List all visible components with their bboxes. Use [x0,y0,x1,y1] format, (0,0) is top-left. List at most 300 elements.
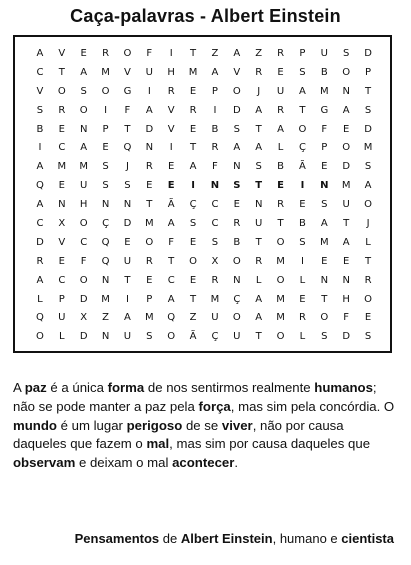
grid-letter: Q [101,236,110,248]
grid-letter: U [145,66,153,78]
grid-letter: M [363,142,373,154]
keyword: viver [221,417,253,433]
grid-letter: L [365,236,371,248]
grid-letter: E [189,85,197,97]
grid-letter: O [320,312,329,324]
grid-letter: R [211,142,219,154]
grid-letter: S [102,180,109,192]
keyword: mal [146,436,170,452]
grid-letter: R [255,66,263,78]
grid-letter: Ç [233,293,241,305]
grid-letter: S [364,104,372,116]
grid-letter: S [364,161,372,173]
grid-letter: D [123,218,132,230]
grid-letter: E [80,48,87,59]
grid-letter: E [321,161,328,173]
grid-letter: S [36,104,44,116]
keyword: paz [24,380,47,395]
text-segment: . [234,455,239,471]
grid-letter: Ç [298,142,306,154]
grid-letter: S [189,218,197,230]
grid-letter: S [343,48,350,59]
grid-letter: I [169,142,173,154]
grid-letter: T [255,180,263,192]
grid-letter: J [257,85,261,97]
grid-letter: R [145,161,153,173]
grid-letter: B [36,123,44,135]
grid-letter: E [299,293,306,305]
grid-letter: F [80,255,87,267]
grid-letter: Q [101,255,110,267]
grid-letter: O [145,236,154,248]
grid-letter: N [145,142,154,154]
grid-letter: A [189,161,197,173]
grid-letter: M [319,85,329,97]
grid-letter: S [255,161,262,173]
grid-row [29,272,379,291]
grid-letter: E [102,142,109,154]
grid-letter: M [79,161,88,173]
grid-letter: O [79,104,88,116]
grid-letter: U [58,312,66,324]
grid-letter: Q [36,180,44,192]
grid-letter: O [123,48,132,59]
grid-row [29,64,379,83]
grid-letter: A [233,142,241,154]
grid-letter: N [101,274,110,286]
grid-letter: S [102,161,109,173]
keyword: Albert Einstein [180,531,273,546]
grid-letter: N [320,274,329,286]
grid-letter: E [167,180,175,192]
keyword: acontecer [172,455,235,471]
grid-letter: S [299,66,306,78]
grid-letter: M [276,312,285,324]
grid-letter: E [168,161,175,173]
grid-row [29,291,379,310]
grid-letter: B [320,66,328,78]
grid-letter: U [342,199,350,211]
grid-letter: A [167,218,175,230]
grid-letter: L [299,274,306,286]
grid-row [29,309,379,328]
grid-letter: I [300,180,305,192]
grid-letter: C [58,274,66,286]
grid-letter: M [210,293,220,305]
grid-letter: T [277,218,284,230]
grid-letter: N [79,123,88,135]
grid-letter: A [299,85,306,97]
grid-letter: X [80,312,88,324]
grid-letter: R [298,312,306,324]
grid-letter: R [36,255,44,267]
grid-letter: Ã [299,161,306,173]
text-segment: , não por causa daqueles que fazem o [13,417,344,452]
grid-letter: O [342,66,351,78]
grid-letter: R [255,255,263,267]
letter-grid [29,45,379,347]
grid-letter: A [342,104,350,116]
grid-letter: P [299,48,306,59]
grid-letter: M [319,236,329,248]
grid-letter: D [342,331,351,343]
grid-letter: S [124,180,131,192]
quote-attribution [75,531,394,546]
grid-letter: O [167,331,176,343]
keyword: perigoso [126,417,183,433]
grid-letter: N [254,199,263,211]
grid-row [29,158,379,177]
grid-row [29,234,379,253]
grid-letter: S [233,180,241,192]
grid-letter: T [365,85,372,97]
grid-letter: S [321,331,328,343]
grid-letter: T [146,199,153,211]
grid-letter: D [36,236,44,248]
grid-letter: T [255,236,262,248]
grid-letter: N [101,199,110,211]
grid-letter: N [342,274,350,286]
grid-letter: B [277,161,284,173]
text-segment: , mas sim pela concórdia. O [230,398,395,414]
grid-letter: V [167,123,175,135]
grid-letter: N [58,199,66,211]
grid-letter: A [320,218,328,230]
grid-letter: E [146,180,153,192]
grid-letter: S [321,199,328,211]
grid-letter: R [277,48,285,59]
grid-letter: I [38,142,42,154]
grid-letter: Z [189,312,197,324]
grid-letter: V [124,66,131,78]
grid-letter: Z [211,48,219,59]
grid-letter: A [36,48,44,59]
grid-letter: E [233,199,240,211]
grid-letter: E [189,123,197,135]
grid-letter: Q [167,312,176,324]
grid-letter: V [36,85,44,97]
grid-letter: S [211,236,219,248]
keyword: cientista [341,531,394,546]
grid-letter: E [321,255,328,267]
grid-row [29,102,379,121]
grid-row [29,45,379,64]
grid-letter: A [277,123,284,135]
grid-letter: A [36,274,44,286]
grid-letter: T [190,142,197,154]
grid-letter: R [211,274,219,286]
grid-letter: M [101,293,110,305]
grid-letter: C [80,236,88,248]
grid-letter: O [276,331,285,343]
grid-letter: A [255,293,263,305]
grid-letter: A [145,104,153,116]
grid-letter: G [320,104,329,116]
grid-letter: C [36,66,44,78]
grid-letter: I [125,293,129,305]
grid-letter: A [167,293,175,305]
grid-letter: A [255,142,263,154]
grid-letter: U [80,180,88,192]
grid-letter: J [125,161,129,173]
grid-letter: E [189,274,197,286]
grid-letter: N [233,274,241,286]
grid-letter: X [58,218,66,230]
grid-letter: A [342,236,350,248]
grid-letter: O [364,199,372,211]
grid-letter: N [210,180,220,192]
grid-letter: M [276,293,285,305]
text-segment: de [159,531,181,546]
grid-letter: D [79,293,88,305]
grid-letter: C [167,274,175,286]
grid-letter: Z [255,48,263,59]
grid-letter: A [36,199,44,211]
grid-letter: V [167,104,175,116]
grid-letter: U [320,48,328,59]
grid-letter: F [212,161,218,173]
grid-row [29,139,379,158]
grid-letter: N [320,180,329,192]
grid-letter: H [79,199,88,211]
grid-letter: F [343,312,350,324]
grid-letter: O [189,255,197,267]
grid-letter: O [57,85,66,97]
grid-letter: E [124,236,131,248]
grid-letter: C [36,218,44,230]
grid-letter: M [341,180,351,192]
grid-letter: E [58,255,65,267]
grid-letter: N [123,199,132,211]
grid-letter: O [36,331,44,343]
grid-letter: E [343,255,350,267]
grid-letter: M [144,312,154,324]
grid-letter: D [232,104,241,116]
grid-letter: F [321,123,328,135]
grid-letter: P [102,123,109,135]
grid-letter: Ã [189,331,197,343]
grid-letter: U [211,312,219,324]
grid-letter: E [58,123,65,135]
text-segment: , humano e [272,531,342,546]
grid-letter: X [211,255,219,267]
text-segment: é a única [46,380,108,395]
grid-letter: L [277,142,284,154]
grid-letter: T [299,104,306,116]
grid-letter: Ã [167,199,175,211]
text-segment: de nos sentirmos realmente [144,380,315,395]
grid-row [29,83,379,102]
grid-letter: A [124,312,131,324]
grid-row [29,328,379,347]
grid-letter: Ç [102,218,110,230]
grid-letter: Ç [211,331,219,343]
text-segment: A [13,380,25,395]
text-segment: ; não se pode manter a paz pela [13,380,377,414]
grid-letter: I [213,104,217,116]
grid-letter: L [255,274,262,286]
grid-letter: L [37,293,43,305]
grid-letter: R [58,104,66,116]
grid-letter: O [232,312,241,324]
grid-letter: F [168,236,175,248]
grid-letter: A [211,66,219,78]
grid-letter: D [364,48,372,59]
keyword: Pensamentos [74,531,160,546]
grid-letter: U [233,331,241,343]
grid-row [29,196,379,215]
grid-letter: A [255,104,263,116]
grid-letter: E [299,199,306,211]
grid-letter: P [146,293,153,305]
grid-letter: S [146,331,153,343]
grid-letter: H [342,293,350,305]
grid-letter: U [123,255,132,267]
grid-letter: F [146,48,153,59]
grid-letter: A [36,161,44,173]
grid-letter: U [276,85,285,97]
grid-letter: D [364,123,372,135]
grid-letter: G [123,85,132,97]
grid-letter: O [342,142,351,154]
keyword: força [198,398,231,414]
keyword: observam [13,455,76,471]
grid-letter: P [365,66,372,78]
grid-letter: S [364,331,372,343]
keyword: forma [107,380,145,395]
grid-letter: O [79,218,88,230]
grid-row [29,253,379,272]
grid-letter: E [277,66,284,78]
grid-letter: B [233,236,241,248]
grid-letter: T [255,123,262,135]
grid-row [29,215,379,234]
grid-letter: U [123,331,132,343]
grid-letter: M [144,218,154,230]
grid-letter: O [101,85,110,97]
quote-text [13,379,398,473]
grid-letter: A [364,180,372,192]
grid-letter: C [211,218,219,230]
grid-letter: U [255,218,263,230]
text-segment: de se [182,417,222,433]
grid-letter: M [57,161,67,173]
grid-letter: R [277,104,285,116]
grid-letter: I [147,85,151,97]
grid-letter: R [145,255,153,267]
grid-letter: I [104,104,108,116]
grid-letter: P [58,293,65,305]
grid-letter: T [190,293,197,305]
grid-letter: D [79,331,88,343]
grid-letter: I [169,48,173,59]
grid-letter: C [58,142,66,154]
grid-letter: T [343,218,350,230]
text-segment: e deixam o mal [75,455,173,471]
grid-letter: O [298,123,307,135]
grid-letter: T [168,255,175,267]
grid-letter: T [58,66,65,78]
grid-letter: M [188,66,198,78]
grid-letter: O [276,274,285,286]
grid-letter: T [124,123,131,135]
grid-letter: B [211,123,219,135]
grid-letter: T [321,293,328,305]
grid-letter: A [80,66,88,78]
grid-letter: V [233,66,241,78]
grid-letter: B [299,218,306,230]
grid-letter: P [321,142,328,154]
grid-letter: Q [123,142,132,154]
grid-letter: T [190,48,197,59]
grid-letter: V [58,236,66,248]
grid-letter: O [232,255,241,267]
grid-letter: E [343,123,350,135]
grid-letter: M [101,66,110,78]
keyword: mundo [13,417,57,433]
grid-letter: V [58,48,66,59]
grid-letter: L [59,331,65,343]
grid-letter: A [233,48,241,59]
grid-letter: A [80,142,88,154]
grid-letter: O [79,274,88,286]
word-search-grid [13,35,392,353]
grid-letter: O [364,293,372,305]
grid-row [29,177,379,196]
grid-letter: S [233,123,240,135]
grid-letter: J [366,218,370,230]
grid-letter: R [233,218,241,230]
grid-letter: F [124,104,131,116]
grid-letter: Q [36,312,44,324]
grid-letter: S [80,85,87,97]
grid-letter: N [101,331,110,343]
grid-letter: Ç [189,199,197,211]
text-segment: , mas sim por causa daqueles que [169,436,371,452]
grid-letter: E [364,312,372,324]
grid-letter: N [233,161,241,173]
grid-letter: E [277,180,284,192]
grid-letter: C [211,199,219,211]
grid-letter: H [167,66,175,78]
grid-letter: T [365,255,372,267]
grid-letter: E [146,274,153,286]
grid-letter: D [342,161,351,173]
grid-letter: R [189,104,197,116]
page-title: Caça-palavras - Albert Einstein [70,6,341,26]
text-segment: é um lugar [56,417,127,433]
grid-letter: I [191,180,195,192]
grid-letter: E [58,180,65,192]
grid-letter: R [167,85,175,97]
grid-letter: E [189,236,197,248]
grid-letter: L [299,331,306,343]
keyword: humanos [314,380,373,395]
grid-letter: M [276,255,285,267]
grid-letter: S [299,236,306,248]
grid-letter: T [255,331,262,343]
grid-letter: Z [102,312,109,324]
grid-letter: R [364,274,372,286]
grid-letter: P [211,85,218,97]
grid-letter: N [342,85,350,97]
grid-row [29,121,379,140]
grid-letter: A [255,312,263,324]
grid-letter: I [300,255,304,267]
grid-letter: T [124,274,131,286]
grid-letter: R [102,48,110,59]
grid-letter: R [277,199,285,211]
